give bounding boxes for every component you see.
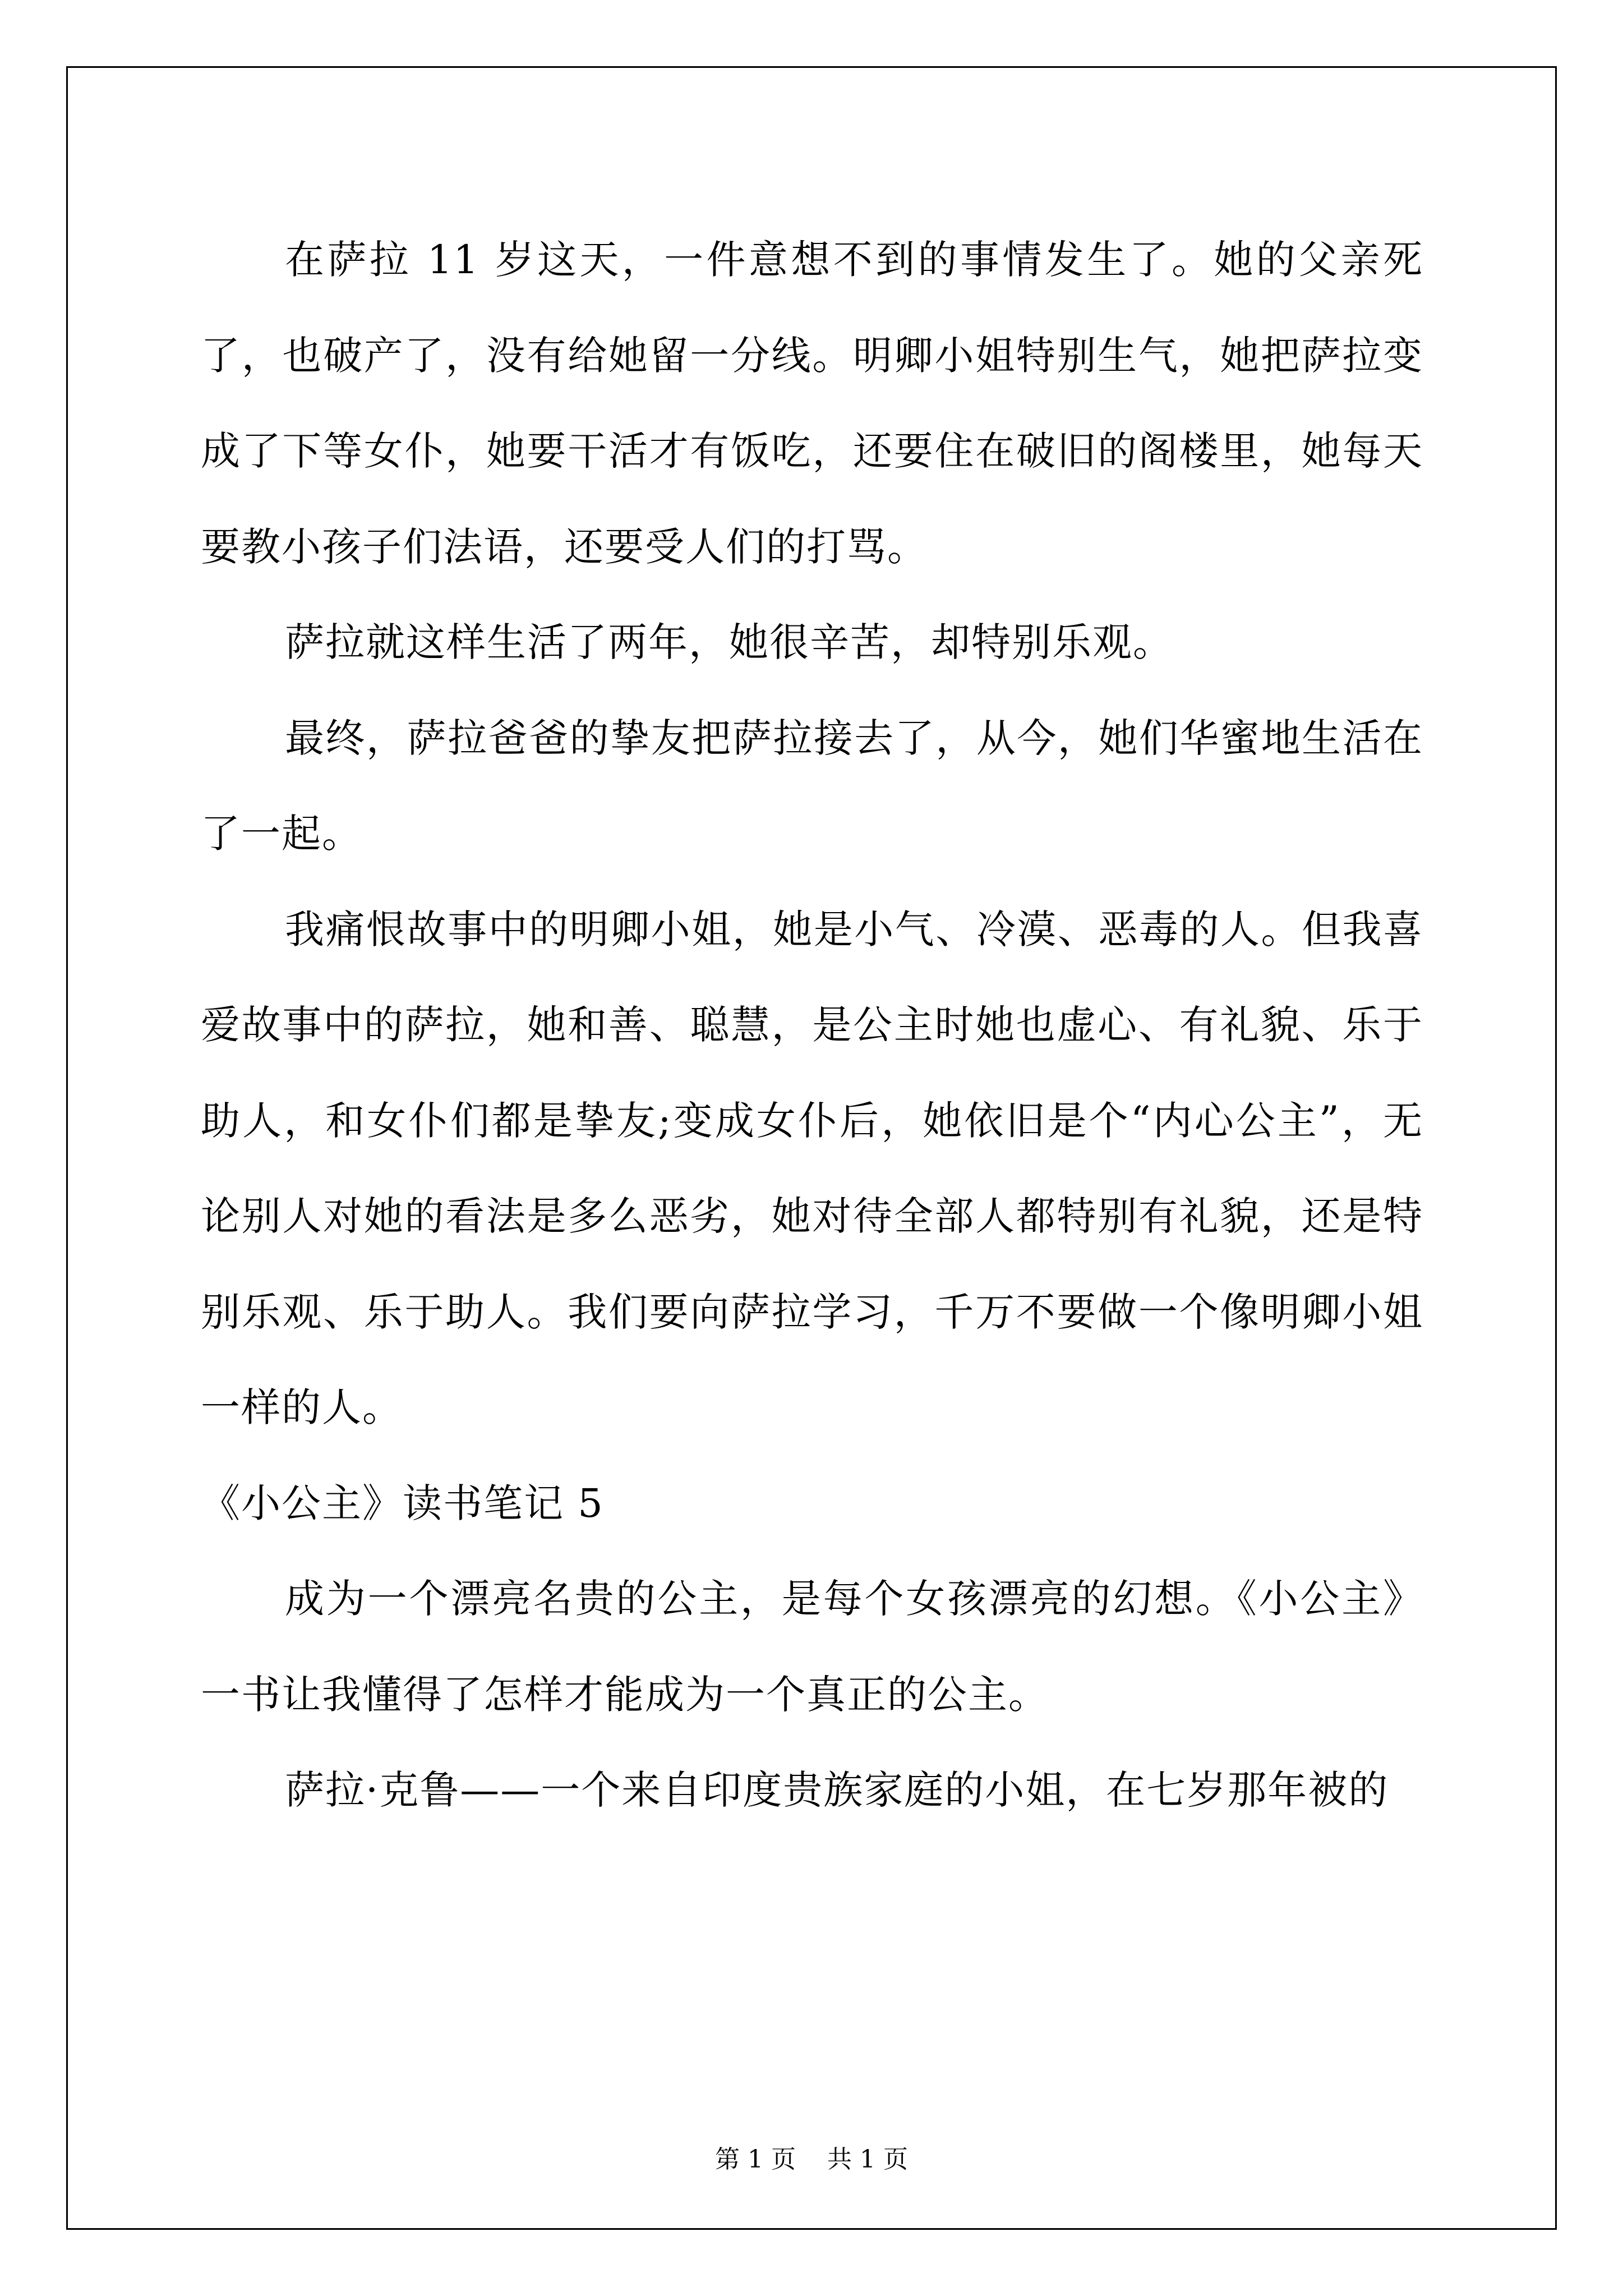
paragraph: 我痛恨故事中的明卿小姐，她是小气、冷漠、恶毒的人。但我喜爱故事中的萨拉，她和善、聪慧，是公主时她也虚心、有礼貌、乐于助人，和女仆们都是挚友;变成女仆后，她依旧是个“内心公主”，无论别人对她的看法是多么恶劣，她对待全部人都特别有礼貌，还是特别乐观、乐于助人。我们要向萨拉学习，千万不要做一个像明卿小姐一样的人。 xyxy=(201,906,1423,1430)
page-number: 第 1 页 xyxy=(715,2145,796,2174)
page-total: 共 1 页 xyxy=(827,2145,908,2174)
document-body xyxy=(201,212,1423,1838)
page-footer xyxy=(0,2143,1623,2177)
paragraph: 萨拉就这样生活了两年，她很辛苦，却特别乐观。 xyxy=(285,619,1173,665)
paragraph: 成为一个漂亮名贵的公主，是每个女孩漂亮的幻想。《小公主》一书让我懂得了怎样才能成为一个真正的公主。 xyxy=(201,1576,1423,1718)
paragraph: 最终，萨拉爸爸的挚友把萨拉接去了，从今，她们华蜜地生活在了一起。 xyxy=(201,715,1423,857)
section-heading: 《小公主》读书笔记 5 xyxy=(201,1480,604,1526)
paragraph: 萨拉·克鲁——一个来自印度贵族家庭的小姐，在七岁那年被的 xyxy=(285,1767,1389,1813)
paragraph: 在萨拉 11 岁这天，一件意想不到的事情发生了。她的父亲死了，也破产了，没有给她留一分线。明卿小姐特别生气，她把萨拉变成了下等女仆，她要干活才有饭吃，还要住在破旧的阁楼里，她每天要教小孩子们法语，还要受人们的打骂。 xyxy=(201,237,1423,570)
